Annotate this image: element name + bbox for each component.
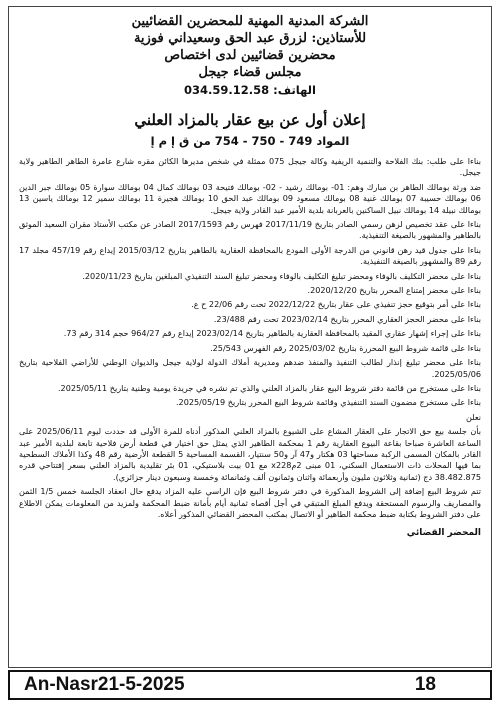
page-number: 18 <box>414 674 436 695</box>
notice-title: إعلان أول عن بيع عقار بالمزاد العلني <box>134 111 366 129</box>
paragraph-heading: نعلن <box>466 411 481 422</box>
paragraph: بناءا على محضر إمتناع المحرر بتاريخ 2020/12/20. <box>307 285 481 296</box>
paragraph: بناءا على عقد تخصيص لرهن رسمي الصادر بتاريخ 2017/11/19 فهرس رقم 2017/1593 الصادر عن مكتب الأستاذ مقران السعيد الموثق بالطاهير والمشهور بالصيغة التنفيذية. <box>19 219 481 241</box>
paragraph: تتم شروط البيع إضافة إلى الشروط المذكورة في دفتر شروط البيع فإن الراسي عليه المزاد يدفع حال انعقاد الجلسة خمس 1/5 الثمن والمصاريف والرسوم المستحقة ويدفع المبلغ المتبقي في أجل أقصاه ثمانية أيام بأمانة ضبط المحكمة ولمزيد من المعلومات يمكن الاطلاع على دفتر الشروط بكتابة ضبط محكمة الطاهير أو الاتصال بمكتب المحضر القضائي المذكور أعلاه. <box>19 486 481 519</box>
paragraph: بناءا على محضر الحجز العقاري المحرر بتاريخ 2023/02/14 تحت رقم 23/488. <box>213 313 481 324</box>
legal-articles: المواد 749 - 750 - 754 من ق إ م إ <box>150 134 350 148</box>
bailiff-role: محضرين قضائيين لدى اختصاص <box>164 48 336 63</box>
paragraph: بناءا على إجراء إشهار عقاري المقيد بالمحافظة العقارية بالطاهير بتاريخ 2023/02/14 إيداع رقم 964/27 حجم 314 رقم 73. <box>63 328 481 339</box>
paragraph: بناءا على مستخرج مضمون السند التنفيذي وقائمة شروط البيع المحرر بتاريخ 2025/05/19. <box>175 397 481 408</box>
legal-notice <box>8 6 492 668</box>
bailiff-names: للأستاذين: لزرق عبد الحق وسعيداني فوزية <box>133 31 367 46</box>
paragraph: بناءا على محضر التكليف بالوفاء ومحضر تبليغ التكليف بالوفاء ومحضر تبليغ السند التنفيذي المبلغين بتاريخ 2020/11/23. <box>82 270 481 281</box>
paragraph: بناءا على جدول قيد رهن قانوني من الدرجة الأولى المودع بالمحافظة العقارية بالطاهير بتاريخ 2015/03/12 إيداع رقم 457/19 مجلد 17 رقم 89 والمشهور بالصيغة التنفيذية. <box>19 244 481 267</box>
notice-header <box>19 13 481 98</box>
paragraph: بناءا على مستخرج من قائمة دفتر شروط البيع عقار بالمزاد العلني والذي تم نشره في جريدة يومية وطنية بتاريخ 2025/05/11. <box>57 382 481 393</box>
phone-number: الهاتف: 034.59.12.58 <box>184 83 316 97</box>
paragraph: بأن جلسة بيع حق الاتجار على العقار المشاع على الشيوع بالمزاد العلني المذكور أدناه للمرة الأولى قد حددت ليوم 2025/06/11 على الساعة العاشرة صباحا بقاعة البيوع العقارية رقم 1 بمحكمة الطاهير الذي يمثل حق اختيار في قطعة أرض فلاحية تابعة لبلدية الأمير عبد القادر بالمكان المسمى الركبة مساحتها 03 هكتار و47 آر و50 سنتيار، القسمة المساحية 5 القطعة الأرضية رقم 48 وكذا الأملاك السطحية بما فيها المحلات ذات الاستعمال السكني، 01 مبنى 2مx228 مع 01 بيت بلاستيكي، 01 بئر تقليدية بالمزاد العلني بسعر إفتتاحي قدره 38.482.875 دج (ثمانية وثلاثون مليون وأربعمائة واثنان وثمانون ألف وثمانمائة وخمسة وسبعون دينار جزائري). <box>19 426 482 482</box>
paragraph: بناءا على قائمة شروط البيع المحررة بتاريخ 2025/03/02 رقم الفهرس 25/543. <box>210 342 481 353</box>
paragraph: بناءا على طلب: بنك الفلاحة والتنمية الريفية وكالة جيجل 075 ممثلة في شخص مديرها الكائن مقره شارع عامرة الطاهر الطاهير ولاية جيجل. <box>19 156 482 178</box>
paragraph: بناءا على محضر تبليغ إنذار لطالب التنفيذ والمنفذ ضدهم ومديرية أملاك الدولة لولاية جيجل والديوان الوطني للأراضي الفلاحية بتاريخ 2025/05/06. <box>19 357 481 379</box>
company-name: الشركة المدنية المهنية للمحضرين القضائيين <box>131 14 369 29</box>
signature: المحضر القضائي <box>406 528 481 539</box>
paragraph: ضد ورثة بومالك الطاهر بن مبارك وهم: 01- بومالك رشيد - 02- بومالك فتيحة 03 بومالك كمال 04 بومالك سوارة 05 بومالك جبر الدين 06 بومالك حسيبة 07 بومالك غنية 08 بومالك مسعود 09 بومالك عبد الحق 10 بومالك هجيرة 11 بومالك سمير 12 بومالك ياسين 13 بومالك نبيلة 14 بومالك نبيل الساكنين بالعربانة بلدية الأمير عبد القادر ولاية جيجل. <box>19 181 481 215</box>
paragraph: بناءا على أمر بتوقيع حجز تنفيذي على عقار بتاريخ 2022/12/22 تحت رقم 22/06 ح ع. <box>191 299 481 310</box>
publication-date: An-Nasr21-5-2025 <box>24 674 185 695</box>
court-name: مجلس قضاء جيجل <box>198 65 302 80</box>
notice-body <box>19 156 481 520</box>
page-footer <box>8 670 492 700</box>
